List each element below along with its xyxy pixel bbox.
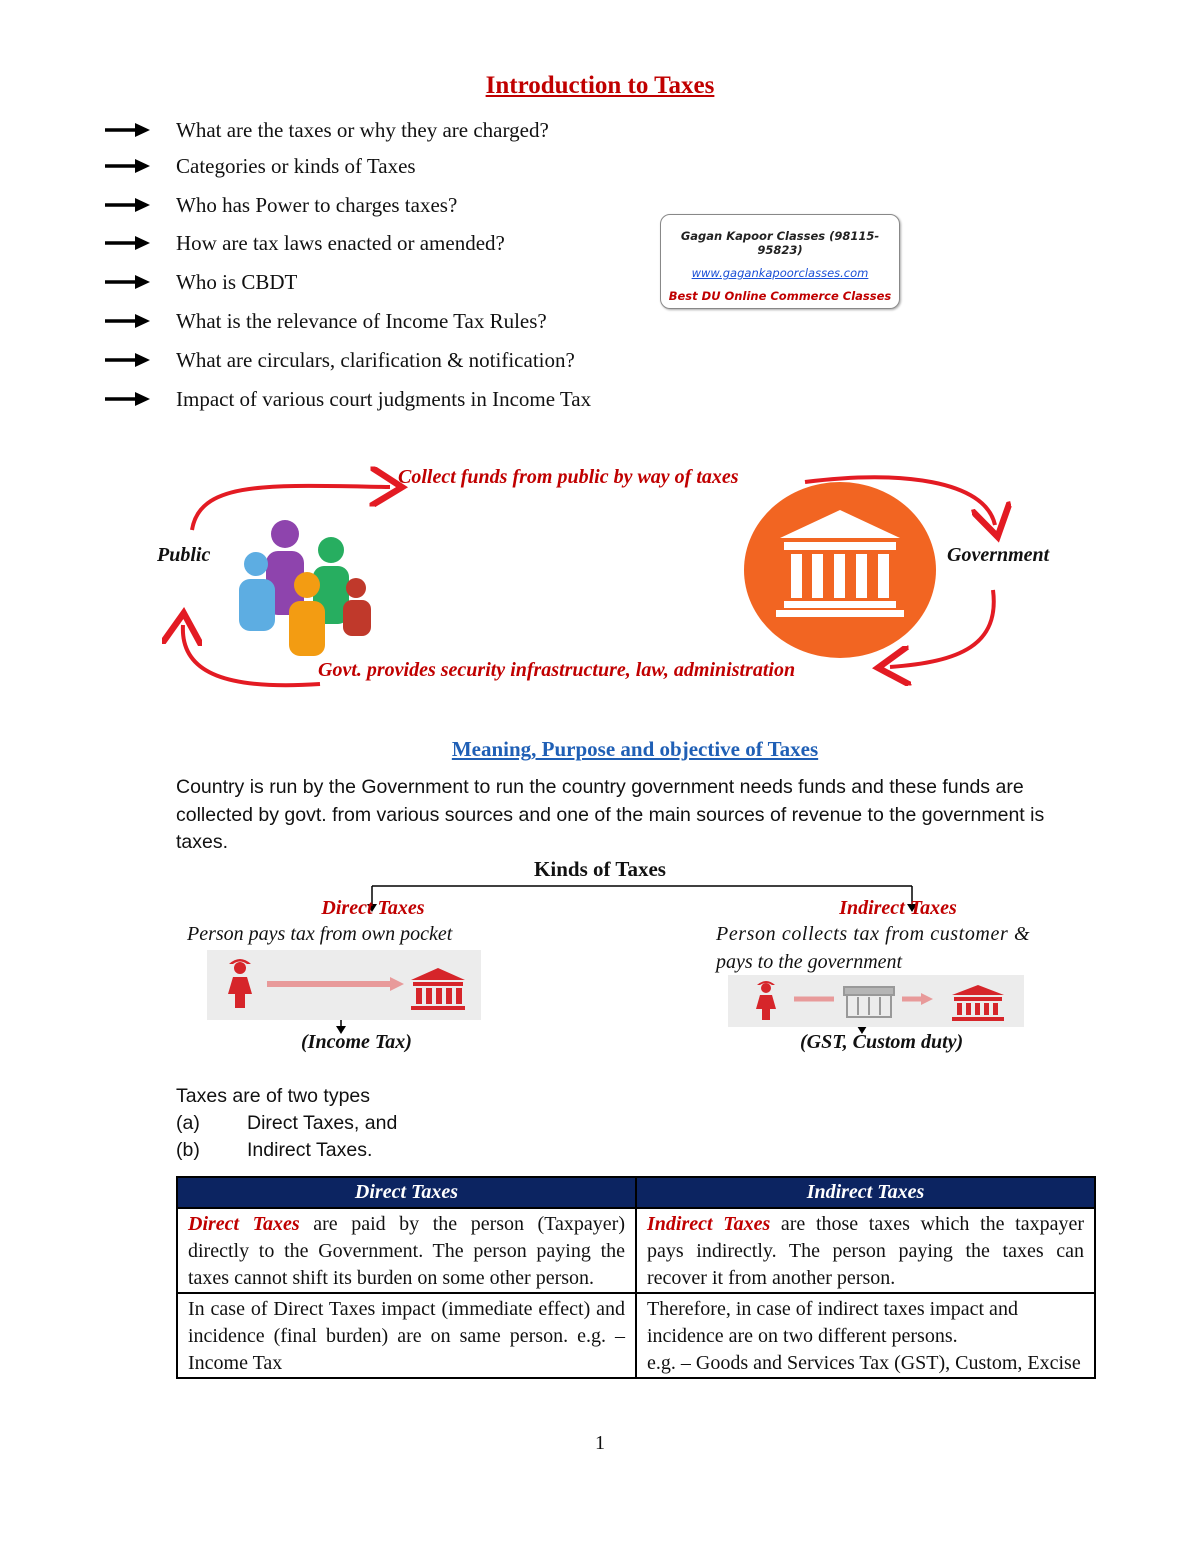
types-item xyxy=(176,1139,372,1162)
table-cell xyxy=(636,1208,1095,1293)
indirect-taxes-desc-1: Person collects tax from customer & xyxy=(716,923,1031,945)
kinds-heading: Kinds of Taxes xyxy=(534,857,666,881)
public-label: Public xyxy=(157,544,211,566)
list-item xyxy=(105,150,416,182)
list-item-text: What are circulars, clarification & notification? xyxy=(176,347,575,372)
direct-taxes-label: Direct Taxes xyxy=(321,897,425,919)
arrow-right-icon xyxy=(105,157,151,175)
direct-taxes-desc: Person pays tax from own pocket xyxy=(187,923,453,945)
brand-name: Gagan Kapoor Classes (98115-95823) xyxy=(680,229,880,257)
list-item-text: Impact of various court judgments in Income Tax xyxy=(176,386,592,411)
list-item-text: Categories or kinds of Taxes xyxy=(176,153,416,178)
list-item xyxy=(105,383,591,415)
meaning-paragraph: Country is run by the Government to run the country government needs funds and these funds are collected by govt. from various sources and one of the main sources of revenue to the government is taxes. xyxy=(176,776,1045,853)
indirect-tax-illustration xyxy=(728,975,1024,1027)
government-building-icon xyxy=(744,482,936,658)
types-marker: (b) xyxy=(176,1139,200,1161)
table-cell xyxy=(636,1293,1095,1378)
list-item xyxy=(105,266,297,298)
list-item xyxy=(105,189,457,221)
arrow-right-icon xyxy=(105,351,151,369)
types-item xyxy=(176,1112,397,1135)
list-item xyxy=(105,305,547,337)
types-intro: Taxes are of two types xyxy=(176,1085,371,1107)
list-item-text: Who is CBDT xyxy=(176,269,298,294)
cell-text: are paid by the person (Taxpayer) directly to the Government. The person paying the taxes cannot shift its burden on some other person. xyxy=(188,1213,625,1289)
arrow-right-icon xyxy=(105,234,151,252)
indirect-taxes-desc-2: pays to the government xyxy=(716,951,903,973)
types-text: Indirect Taxes. xyxy=(247,1139,373,1161)
arrow-right-icon xyxy=(105,390,151,408)
list-item-text: How are tax laws enacted or amended? xyxy=(176,230,505,255)
brand-url-link[interactable]: www.gagankapoorclasses.com xyxy=(691,266,869,280)
collect-funds-label: Collect funds from public by way of taxes xyxy=(398,466,739,488)
cell-text: Therefore, in case of indirect taxes impact and incidence are on two different persons. xyxy=(647,1298,1018,1347)
list-item xyxy=(105,227,505,259)
types-text: Direct Taxes, and xyxy=(247,1112,398,1134)
table-row xyxy=(177,1293,1095,1378)
table-cell xyxy=(177,1293,636,1378)
table-header-row xyxy=(177,1177,1095,1208)
brand-tagline: Best DU Online Commerce Classes xyxy=(668,289,892,303)
indirect-taxes-label: Indirect Taxes xyxy=(839,897,957,919)
people-group-icon xyxy=(239,520,371,656)
arrow-right-icon xyxy=(105,312,151,330)
cell-text: are those taxes which the taxpayer pays indirectly. The person paying the taxes can recover it from another person. xyxy=(647,1213,1084,1289)
arrow-right-icon xyxy=(105,121,151,139)
brand-box xyxy=(660,214,900,309)
types-marker: (a) xyxy=(176,1112,200,1134)
cell-text: In case of Direct Taxes impact (immediate effect) and incidence (final burden) are on same person. e.g. – Income Tax xyxy=(188,1298,625,1374)
govt-provides-label: Govt. provides security infrastructure, law, administration xyxy=(318,659,796,681)
arrow-right-icon xyxy=(105,273,151,291)
direct-example: (Income Tax) xyxy=(301,1031,412,1053)
government-label: Government xyxy=(947,544,1050,566)
indirect-example: (GST, Custom duty) xyxy=(800,1031,964,1053)
indirect-taxes-term: Indirect Taxes xyxy=(647,1213,771,1235)
table-cell xyxy=(177,1208,636,1293)
table-row xyxy=(177,1208,1095,1293)
comparison-table xyxy=(176,1176,1096,1379)
cell-text: e.g. – Goods and Services Tax (GST), Custom, Excise xyxy=(647,1352,1081,1374)
section-heading: Meaning, Purpose and objective of Taxes xyxy=(451,737,819,761)
direct-taxes-term: Direct Taxes xyxy=(188,1213,300,1235)
table-header-indirect: Indirect Taxes xyxy=(636,1177,1095,1208)
list-item-text: Who has Power to charges taxes? xyxy=(176,192,458,217)
page-number: 1 xyxy=(595,1432,605,1454)
direct-tax-illustration xyxy=(207,950,481,1020)
list-item-text: What are the taxes or why they are charged? xyxy=(176,117,549,142)
list-item xyxy=(105,344,575,376)
arrow-right-icon xyxy=(105,196,151,214)
table-header-direct: Direct Taxes xyxy=(177,1177,636,1208)
list-item-text: What is the relevance of Income Tax Rules? xyxy=(176,308,547,333)
list-item xyxy=(105,114,549,146)
page-title: Introduction to Taxes xyxy=(485,72,715,99)
